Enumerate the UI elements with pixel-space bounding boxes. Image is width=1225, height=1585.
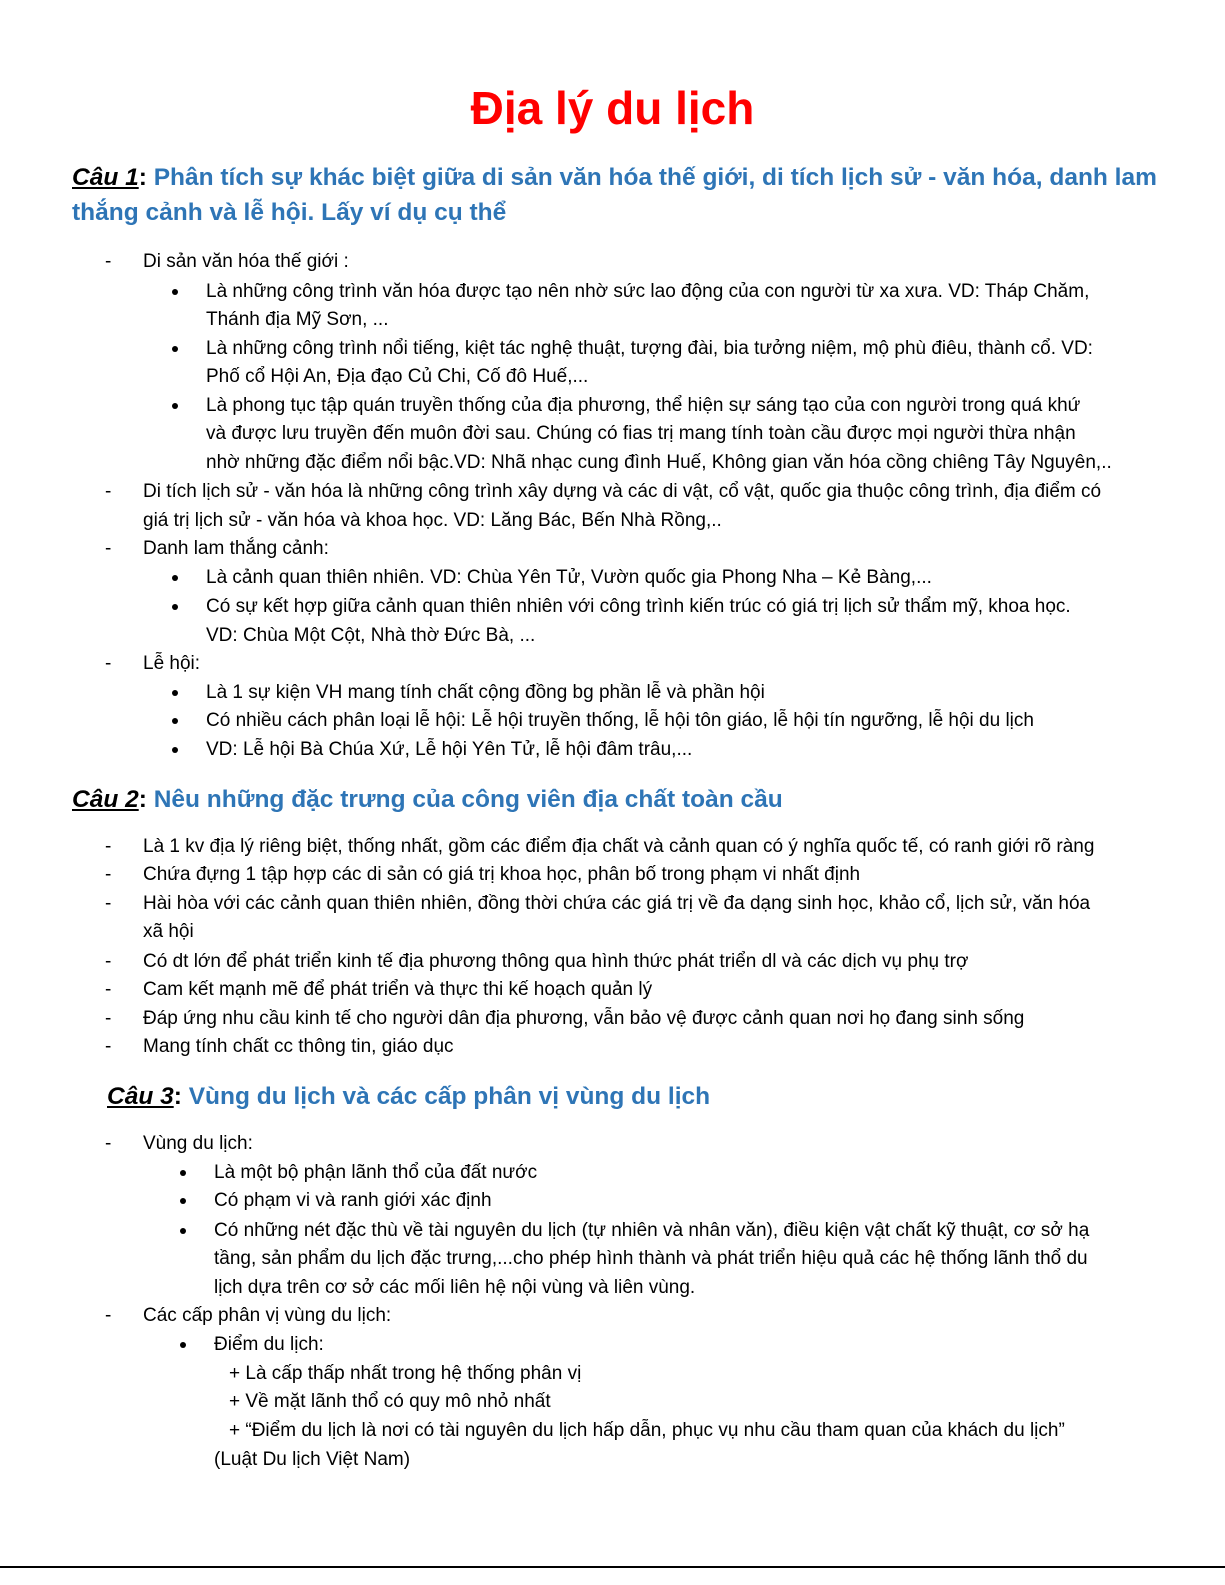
page-bottom-border <box>0 1566 1225 1568</box>
q1-heritage-point-1: Là những công trình văn hóa được tạo nên nhờ sức lao động của con người từ xa xưa. VD: Tháp Chăm, <box>206 281 1090 302</box>
question-1-heading-cont <box>72 196 506 230</box>
question-2-heading <box>72 783 783 817</box>
q1-heritage-point-2: Là những công trình nổi tiếng, kiệt tác nghệ thuật, tượng đài, bia tưởng niệm, mộ phù điêu, thành cổ. VD: <box>206 338 1093 359</box>
q1-heritage-point-3: Là phong tục tập quán truyền thống của địa phương, thể hiện sự sáng tạo của con người trong quá khứ <box>206 395 1081 416</box>
question-3-label: Câu 3 <box>107 1083 174 1110</box>
q3-levels-citation: (Luật Du lịch Việt Nam) <box>214 1449 411 1470</box>
bullet-dot <box>172 289 178 295</box>
q1-heritage-point-2-cont: Phố cổ Hội An, Địa đạo Củ Chi, Cố đô Huế,... <box>206 366 589 387</box>
q3-region-point-2: Có phạm vi và ranh giới xác định <box>214 1190 492 1211</box>
dash-bullet: - <box>105 864 112 885</box>
q1-festival-point-2: Có nhiều cách phân loại lễ hội: Lễ hội truyền thống, lễ hội tôn giáo, lễ hội tín ngưỡng, lễ hội du lịch <box>206 710 1034 731</box>
q1-item-scenic: Danh lam thắng cảnh: <box>143 538 329 559</box>
q1-heritage-point-1-cont: Thánh địa Mỹ Sơn, ... <box>206 309 389 330</box>
q2-item-6: Đáp ứng nhu cầu kinh tế cho người dân địa phương, vẫn bảo vệ được cảnh quan nơi họ đang sinh sống <box>143 1008 1025 1029</box>
bullet-dot <box>172 346 178 352</box>
q2-item-4: Có dt lớn để phát triển kinh tế địa phương thông qua hình thức phát triển dl và các dịch vụ phụ trợ <box>143 951 969 972</box>
q3-levels-point-1: Điểm du lịch: <box>214 1334 324 1355</box>
q1-item-festival: Lễ hội: <box>143 653 201 674</box>
q1-scenic-point-2-cont: VD: Chùa Một Cột, Nhà thờ Đức Bà, ... <box>206 625 536 646</box>
q1-scenic-point-2: Có sự kết hợp giữa cảnh quan thiên nhiên với công trình kiến trúc có giá trị lịch sử thẩm mỹ, khoa học. <box>206 596 1071 617</box>
question-2-label: Câu 2 <box>72 786 139 813</box>
dash-bullet: - <box>105 481 112 502</box>
q1-festival-point-1: Là 1 sự kiện VH mang tính chất cộng đồng bg phần lễ và phần hội <box>206 682 765 703</box>
dash-bullet: - <box>105 1305 112 1326</box>
bullet-dot <box>180 1342 186 1348</box>
q3-item-region: Vùng du lịch: <box>143 1133 253 1154</box>
q1-scenic-point-1: Là cảnh quan thiên nhiên. VD: Chùa Yên Tử, Vườn quốc gia Phong Nha – Kẻ Bàng,... <box>206 567 932 588</box>
question-1-label: Câu 1 <box>72 164 139 191</box>
page-title: Địa lý du lịch <box>470 82 755 134</box>
q3-region-point-3: Có những nét đặc thù về tài nguyên du lịch (tự nhiên và nhân văn), điều kiện vật chất kỹ thuật, cơ sở hạ <box>214 1220 1090 1241</box>
dash-bullet: - <box>105 1008 112 1029</box>
bullet-dot <box>172 690 178 696</box>
question-3-title: Vùng du lịch và các cấp phân vị vùng du lịch <box>181 1083 711 1110</box>
dash-bullet: - <box>105 979 112 1000</box>
q2-item-2: Chứa đựng 1 tập hợp các di sản có giá trị khoa học, phân bố trong phạm vi nhất định <box>143 864 861 885</box>
bullet-dot <box>172 718 178 724</box>
question-3-heading <box>107 1080 710 1114</box>
bullet-dot <box>180 1170 186 1176</box>
q1-festival-point-3: VD: Lễ hội Bà Chúa Xứ, Lễ hội Yên Tử, lễ hội đâm trâu,... <box>206 739 693 760</box>
bullet-dot <box>180 1228 186 1234</box>
dash-bullet: - <box>105 836 112 857</box>
dash-bullet: - <box>105 653 112 674</box>
q1-item-relic: Di tích lịch sử - văn hóa là những công trình xây dựng và các di vật, cổ vật, quốc gia thuộc công trình, địa điểm có <box>143 481 1102 502</box>
q2-item-5: Cam kết mạnh mẽ để phát triển và thực thi kế hoạch quản lý <box>143 979 653 1000</box>
dash-bullet: - <box>105 538 112 559</box>
q1-item-relic-cont: giá trị lịch sử - văn hóa và khoa học. VD: Lăng Bác, Bến Nhà Rồng,.. <box>143 510 722 531</box>
q2-item-3-cont: xã hội <box>143 921 194 942</box>
q2-item-3: Hài hòa với các cảnh quan thiên nhiên, đồng thời chứa các giá trị về đa dạng sinh học, khảo cổ, lịch sử, văn hóa <box>143 893 1091 914</box>
question-2-colon: : <box>138 786 147 813</box>
bullet-dot <box>180 1198 186 1204</box>
q3-region-point-3-cont: tầng, sản phẩm du lịch đặc trưng,...cho phép hình thành và phát triển hiệu quả các hệ thống lãnh thổ du <box>214 1248 1088 1269</box>
question-1-colon: : <box>138 164 147 191</box>
q3-levels-sub-2: + Về mặt lãnh thổ có quy mô nhỏ nhất <box>229 1391 551 1412</box>
dash-bullet: - <box>105 1036 112 1057</box>
dash-bullet: - <box>105 1133 112 1154</box>
bullet-dot <box>172 604 178 610</box>
q2-item-7: Mang tính chất cc thông tin, giáo dục <box>143 1036 454 1057</box>
dash-bullet: - <box>105 251 112 272</box>
dash-bullet: - <box>105 951 112 972</box>
question-2-title: Nêu những đặc trưng của công viên địa chất toàn cầu <box>146 786 783 813</box>
q2-item-1: Là 1 kv địa lý riêng biệt, thống nhất, gồm các điểm địa chất và cảnh quan có ý nghĩa quốc tế, có ranh giới rõ ràng <box>143 836 1095 857</box>
bullet-dot <box>172 575 178 581</box>
q1-item-heritage: Di sản văn hóa thế giới : <box>143 251 349 272</box>
question-1-title-line2: thắng cảnh và lễ hội. Lấy ví dụ cụ thể <box>72 199 507 226</box>
q1-heritage-point-3-cont: và được lưu truyền đến muôn đời sau. Chúng có ﬁas trị mang tính toàn cầu được mọi người thừa nhận <box>206 423 1076 444</box>
q3-levels-sub-1: + Là cấp thấp nhất trong hệ thống phân vị <box>229 1363 582 1384</box>
q3-region-point-1: Là một bộ phận lãnh thổ của đất nước <box>214 1162 538 1183</box>
question-1-title-line1: Phân tích sự khác biệt giữa di sản văn hóa thế giới, di tích lịch sử - văn hóa, danh lam <box>146 164 1157 191</box>
q1-heritage-point-3-cont2: nhờ những đặc điểm nổi bậc.VD: Nhã nhạc cung đình Huế, Không gian văn hóa cồng chiêng Tây Nguyên,.. <box>206 452 1112 473</box>
question-3-colon: : <box>173 1083 182 1110</box>
q3-region-point-3-cont2: lịch dựa trên cơ sở các mối liên hệ nội vùng và liên vùng. <box>214 1277 696 1298</box>
bullet-dot <box>172 747 178 753</box>
q3-levels-sub-3: + “Điểm du lịch là nơi có tài nguyên du lịch hấp dẫn, phục vụ nhu cầu tham quan của khách du lịch” <box>229 1420 1065 1441</box>
bullet-dot <box>172 403 178 409</box>
q3-item-levels: Các cấp phân vị vùng du lịch: <box>143 1305 392 1326</box>
dash-bullet: - <box>105 893 112 914</box>
question-1-heading <box>72 161 1157 195</box>
